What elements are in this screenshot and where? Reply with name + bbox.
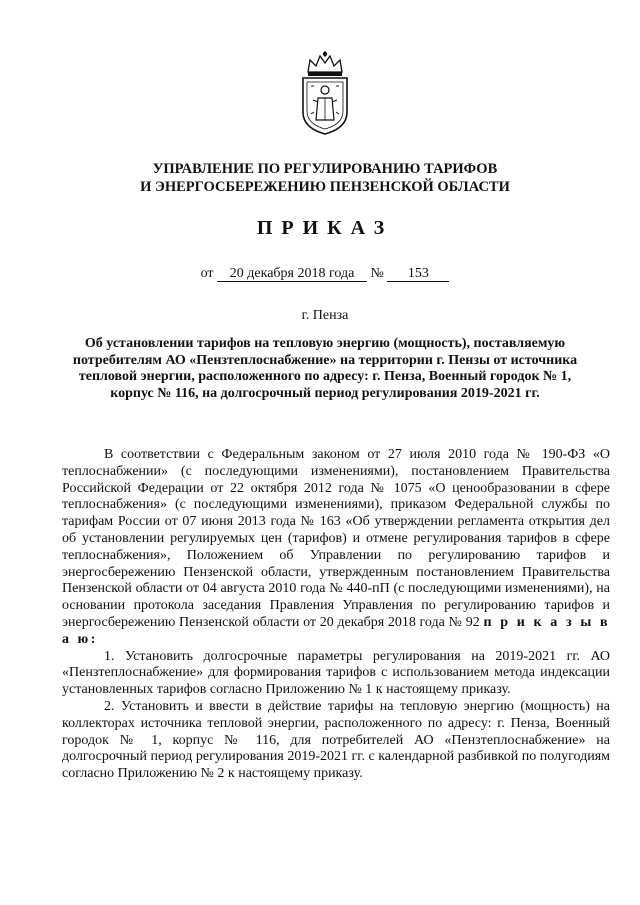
order-number: 153 <box>387 266 449 282</box>
order-city: г. Пенза <box>301 308 349 323</box>
order-item-2: 2. Установить и ввести в действие тарифы на тепловую энергию (мощность) на коллекторах источника тепловой энергии, расположенного по адресу: г. Пенза, Военный городок № 1, корпус № 116, для потребителей АО «Пензтеплоснабжение» на долгосрочный период регулирования 2019-2021 гг. с календарной разбивкой по полугодиям согласно Приложению № 2 к настоящему приказу. <box>62 698 610 782</box>
organization-name <box>60 160 590 196</box>
organization-line-2: И ЭНЕРГОСБЕРЕЖЕНИЮ ПЕНЗЕНСКОЙ ОБЛАСТИ <box>140 179 510 195</box>
order-date-line <box>60 266 590 282</box>
order-subject: Об установлении тарифов на тепловую энергию (мощность), поставляемую потребителям АО «Пензтеплоснабжение» на территории г. Пензы от источника тепловой энергии, расположенного по адресу: г. Пенза, Военный городок № 1, корпус № 116, на долгосрочный период регулирования 2019-2021 гг. <box>72 336 578 401</box>
decree-word: п р и к а з ы в а ю: <box>62 614 611 647</box>
order-date: 20 декабря 2018 года <box>217 266 367 282</box>
coat-of-arms-icon <box>294 50 356 136</box>
preamble-paragraph <box>62 447 610 649</box>
organization-line-1: УПРАВЛЕНИЕ ПО РЕГУЛИРОВАНИЮ ТАРИФОВ <box>152 161 498 177</box>
from-label: от <box>200 266 214 281</box>
order-body <box>62 447 610 783</box>
preamble-text: В соответствии с Федеральным законом от 27 июля 2010 года № 190-ФЗ «О теплоснабжении» (с последующими изменениями), постановлением Правительства Российской Федерации от 22 октября 2012 года № 1075 «О ценообразовании в сфере теплоснабжения» (с последующими изменениями), приказом Федеральной службы по тарифам России от 07 июня 2013 года № 163 «Об утверждении регламента открытия дел об установлении регулируемых цен (тарифов) и отмене регулирования тарифов в сфере теплоснабжения», Положением об Управлении по регулированию тарифов и энергосбережению Пензенской области, утвержденным постановлением Правительства Пензенской области от 04 августа 2010 года № 440-пП (с последующими изменениями), на основании протокола заседания Правления Управления по регулированию тарифов и энергосбережению Пензенской области от 20 декабря 2018 года № 92 <box>62 447 610 630</box>
order-item-1: 1. Установить долгосрочные параметры регулирования на 2019-2021 гг. АО «Пензтеплоснабжение» для формирования тарифов с использованием метода индексации установленных тарифов согласно Приложению № 1 к настоящему приказу. <box>62 648 610 698</box>
number-label: № <box>370 266 384 281</box>
document-title: ПРИКАЗ <box>256 217 394 239</box>
